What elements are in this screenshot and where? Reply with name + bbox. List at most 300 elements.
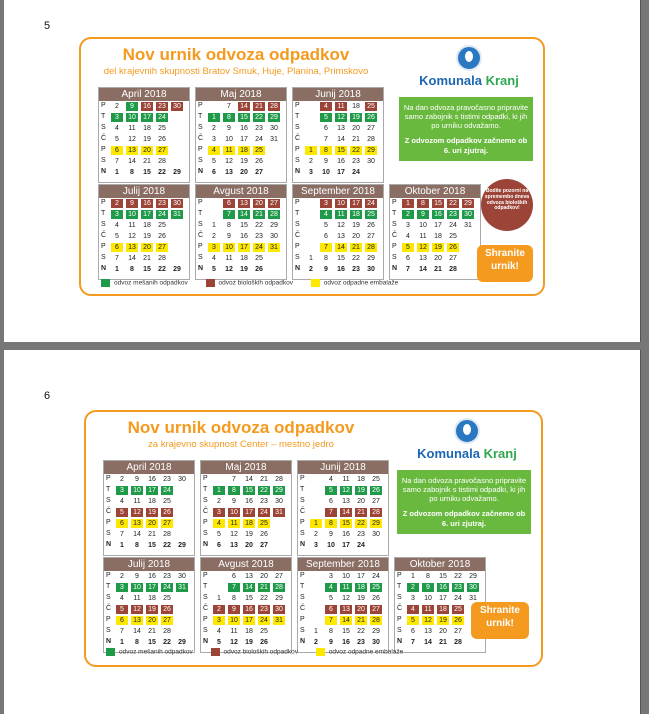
day-cell: 3 — [329, 573, 333, 580]
week-row — [390, 264, 480, 275]
day-cell: 28 — [370, 616, 382, 625]
day-cell: 5 — [212, 266, 216, 273]
day-cell: 26 — [161, 605, 173, 614]
week-row — [298, 518, 388, 529]
day-cell: 14 — [238, 210, 250, 219]
weekday-letter: P — [198, 102, 203, 109]
day-cell: 19 — [432, 243, 444, 252]
week-row — [298, 474, 388, 485]
weekday-letter: T — [203, 583, 208, 590]
day-cell: 15 — [148, 639, 156, 646]
day-cell: 11 — [228, 519, 240, 528]
weekday-letter: S — [101, 124, 106, 131]
day-cell: 25 — [158, 222, 166, 229]
day-cell: 25 — [365, 102, 377, 111]
week-row — [196, 156, 286, 167]
day-cell: 17 — [238, 243, 250, 252]
day-cell: 25 — [452, 605, 464, 614]
day-cell: 4 — [325, 583, 337, 592]
week-row — [104, 626, 194, 637]
day-cell: 2 — [212, 125, 216, 132]
month-header: Julij 2018 — [99, 185, 189, 198]
weekday-letter: S — [106, 594, 111, 601]
legend-item — [101, 279, 188, 287]
weekday-letter: T — [295, 210, 300, 217]
day-cell: 5 — [116, 605, 128, 614]
day-cell: 17 — [141, 210, 153, 219]
day-cell: 2 — [314, 531, 318, 538]
week-row — [298, 485, 388, 496]
day-cell: 4 — [329, 476, 333, 483]
day-cell: 5 — [325, 486, 337, 495]
page-5 — [4, 0, 641, 342]
day-cell: 10 — [131, 583, 143, 592]
weekday-letter: P — [106, 475, 111, 482]
weekday-letter: S — [392, 254, 397, 261]
day-cell: 14 — [133, 531, 141, 538]
day-cell: 8 — [227, 222, 231, 229]
day-cell: 23 — [260, 498, 268, 505]
day-cell: 28 — [163, 531, 171, 538]
day-cell: 21 — [143, 158, 151, 165]
weekday-letter: T — [203, 486, 208, 493]
month-calendar — [292, 87, 384, 183]
month-header: Avgust 2018 — [201, 558, 291, 571]
week-row — [201, 571, 291, 582]
week-row — [99, 209, 189, 220]
weekday-letter: P — [101, 243, 106, 250]
day-cell: 27 — [255, 169, 263, 176]
month-calendar — [389, 184, 481, 280]
weekday-letter: Č — [300, 508, 306, 515]
day-cell: 19 — [146, 605, 158, 614]
day-cell: 22 — [260, 595, 268, 602]
day-cell: 12 — [342, 595, 350, 602]
legend-item — [106, 648, 193, 656]
week-row — [196, 231, 286, 242]
month-header: Julij 2018 — [104, 558, 194, 571]
weekday-letter: T — [198, 210, 203, 217]
day-cell: 31 — [268, 243, 280, 252]
weekday-letter: T — [198, 113, 203, 120]
day-cell: 26 — [255, 266, 263, 273]
day-cell: 16 — [240, 125, 248, 132]
weekday-letter: N — [198, 265, 204, 272]
weekday-letter: S — [198, 221, 203, 228]
weekday-letter: Č — [101, 232, 107, 239]
weekday-letter: T — [397, 583, 402, 590]
week-row — [293, 209, 383, 220]
month-calendar — [195, 184, 287, 280]
day-cell: 21 — [350, 243, 362, 252]
day-cell: 7 — [232, 476, 236, 483]
day-cell: 8 — [329, 628, 333, 635]
day-cell: 5 — [324, 222, 328, 229]
day-cell: 6 — [212, 169, 216, 176]
day-cell: 6 — [324, 233, 328, 240]
day-cell: 2 — [314, 639, 318, 646]
day-cell: 2 — [213, 605, 225, 614]
month-header: April 2018 — [99, 88, 189, 101]
day-cell: 8 — [232, 595, 236, 602]
day-cell: 22 — [447, 199, 459, 208]
week-row — [201, 615, 291, 626]
weekday-letter: N — [295, 168, 301, 175]
day-cell: 18 — [437, 605, 449, 614]
day-cell: 31 — [176, 583, 188, 592]
day-cell: 16 — [141, 102, 153, 111]
day-cell: 26 — [260, 531, 268, 538]
day-cell: 5 — [217, 531, 221, 538]
day-cell: 12 — [337, 222, 345, 229]
day-cell: 1 — [309, 255, 313, 262]
day-cell: 15 — [143, 266, 151, 273]
day-cell: 29 — [365, 146, 377, 155]
day-cell: 9 — [228, 605, 240, 614]
day-cell: 30 — [270, 233, 278, 240]
day-cell: 26 — [370, 486, 382, 495]
weekday-letter: P — [295, 146, 300, 153]
day-cell: 11 — [223, 146, 235, 155]
day-cell: 18 — [240, 255, 248, 262]
day-cell: 4 — [320, 102, 332, 111]
day-cell: 9 — [324, 158, 328, 165]
weekday-letter: S — [392, 221, 397, 228]
day-cell: 28 — [158, 158, 166, 165]
day-cell: 17 — [342, 542, 350, 549]
weekday-letter: P — [106, 519, 111, 526]
day-cell: 17 — [146, 583, 158, 592]
weekday-letter: P — [203, 475, 208, 482]
day-cell: 4 — [217, 628, 221, 635]
day-cell: 4 — [213, 519, 225, 528]
day-cell: 2 — [120, 476, 124, 483]
day-cell: 13 — [419, 255, 427, 262]
day-cell: 13 — [238, 199, 250, 208]
day-cell: 28 — [158, 255, 166, 262]
day-cell: 10 — [225, 136, 233, 143]
week-row — [298, 507, 388, 518]
week-row — [298, 540, 388, 551]
day-cell: 6 — [111, 146, 123, 155]
day-cell: 2 — [402, 210, 414, 219]
month-calendar — [292, 184, 384, 280]
day-cell: 25 — [365, 210, 377, 219]
day-cell: 9 — [126, 102, 138, 111]
day-cell: 25 — [158, 125, 166, 132]
legend-label: odvoz mešanih odpadkov — [114, 279, 188, 287]
day-cell: 12 — [340, 486, 352, 495]
week-row — [293, 198, 383, 209]
day-cell: 16 — [342, 531, 350, 538]
save-schedule-banner: Shranite urnik! — [477, 245, 533, 282]
weekday-letter: P — [392, 199, 397, 206]
weekday-letter: P — [203, 572, 208, 579]
month-header: Maj 2018 — [201, 461, 291, 474]
day-cell: 17 — [337, 169, 345, 176]
weekday-letter: Č — [392, 232, 398, 239]
schedule-card — [84, 410, 543, 667]
day-cell: 17 — [141, 113, 153, 122]
day-cell: 20 — [141, 146, 153, 155]
day-cell: 27 — [449, 255, 457, 262]
weekday-letter: S — [295, 221, 300, 228]
legend — [101, 279, 414, 287]
day-cell: 3 — [111, 210, 123, 219]
day-cell: 29 — [462, 199, 474, 208]
day-cell: 25 — [260, 628, 268, 635]
day-cell: 1 — [212, 222, 216, 229]
month-header: Maj 2018 — [196, 88, 286, 101]
day-cell: 26 — [161, 508, 173, 517]
day-cell: 22 — [258, 486, 270, 495]
weekday-letter: S — [295, 254, 300, 261]
month-calendar — [103, 460, 195, 556]
day-cell: 29 — [367, 255, 375, 262]
day-cell: 11 — [340, 583, 352, 592]
day-cell: 14 — [243, 583, 255, 592]
weekday-letter: P — [295, 102, 300, 109]
legend-item — [211, 648, 298, 656]
week-row — [293, 112, 383, 123]
week-row — [99, 167, 189, 178]
day-cell: 26 — [260, 639, 268, 646]
week-row — [196, 253, 286, 264]
day-cell: 27 — [161, 519, 173, 528]
weekday-letter: P — [300, 572, 305, 579]
day-cell: 15 — [148, 542, 156, 549]
day-cell: 18 — [352, 103, 360, 110]
day-cell: 14 — [335, 243, 347, 252]
day-cell: 14 — [128, 255, 136, 262]
day-cell: 2 — [407, 583, 419, 592]
day-cell: 5 — [212, 158, 216, 165]
day-cell: 29 — [270, 222, 278, 229]
day-cell: 15 — [340, 519, 352, 528]
weekday-letter: P — [106, 616, 111, 623]
day-cell: 8 — [135, 542, 139, 549]
week-row — [201, 518, 291, 529]
week-row — [196, 101, 286, 112]
day-cell: 22 — [357, 628, 365, 635]
week-row — [298, 496, 388, 507]
day-cell: 30 — [171, 102, 183, 111]
week-row — [201, 485, 291, 496]
day-cell: 8 — [223, 113, 235, 122]
weekday-letter: S — [203, 497, 208, 504]
day-cell: 13 — [340, 605, 352, 614]
day-cell: 4 — [212, 255, 216, 262]
day-cell: 31 — [464, 222, 472, 229]
legend-swatch — [316, 648, 325, 656]
day-cell: 14 — [245, 476, 253, 483]
week-row — [99, 156, 189, 167]
day-cell: 13 — [225, 169, 233, 176]
day-cell: 27 — [156, 146, 168, 155]
day-cell: 20 — [434, 255, 442, 262]
day-cell: 28 — [275, 476, 283, 483]
day-cell: 20 — [352, 125, 360, 132]
week-row — [293, 123, 383, 134]
day-cell: 10 — [342, 573, 350, 580]
weekday-letter: P — [397, 572, 402, 579]
day-cell: 7 — [324, 136, 328, 143]
day-cell: 28 — [370, 508, 382, 517]
weekday-letter: T — [300, 583, 305, 590]
day-cell: 20 — [141, 243, 153, 252]
day-cell: 4 — [407, 605, 419, 614]
day-cell: 20 — [439, 628, 447, 635]
day-cell: 11 — [419, 233, 427, 240]
day-cell: 28 — [454, 639, 462, 646]
weekday-letter: P — [203, 616, 208, 623]
day-cell: 11 — [225, 255, 233, 262]
day-cell: 7 — [120, 628, 124, 635]
day-cell: 7 — [228, 583, 240, 592]
day-cell: 23 — [452, 583, 464, 592]
day-cell: 4 — [115, 222, 119, 229]
week-row — [196, 145, 286, 156]
weekday-letter: S — [203, 594, 208, 601]
day-cell: 22 — [253, 113, 265, 122]
day-cell: 19 — [245, 531, 253, 538]
day-cell: 20 — [253, 199, 265, 208]
day-cell: 12 — [230, 531, 238, 538]
day-cell: 21 — [148, 531, 156, 538]
day-cell: 8 — [130, 169, 134, 176]
day-cell: 24 — [156, 210, 168, 219]
day-cell: 21 — [253, 210, 265, 219]
week-row — [104, 593, 194, 604]
day-cell: 15 — [238, 113, 250, 122]
day-cell: 3 — [411, 595, 415, 602]
day-cell: 24 — [449, 222, 457, 229]
weekday-letter: S — [295, 124, 300, 131]
day-cell: 28 — [365, 243, 377, 252]
month-header: September 2018 — [293, 185, 383, 198]
info-text: Na dan odvoza pravočasno pripravite samo zabojnik s tistimi odpadki, ki jih po urniku odvažamo. — [403, 103, 529, 131]
day-cell: 1 — [115, 169, 119, 176]
day-cell: 8 — [228, 486, 240, 495]
day-cell: 20 — [260, 573, 268, 580]
day-cell: 21 — [434, 266, 442, 273]
weekday-letter: S — [295, 157, 300, 164]
day-cell: 28 — [449, 266, 457, 273]
weekday-letter: P — [392, 243, 397, 250]
day-cell: 16 — [337, 266, 345, 273]
day-cell: 7 — [115, 158, 119, 165]
day-cell: 10 — [228, 616, 240, 625]
day-cell: 29 — [178, 639, 186, 646]
schedule-title: Nov urnik odvoza odpadkov — [127, 418, 355, 437]
weekday-letter: N — [198, 168, 204, 175]
week-row — [104, 637, 194, 648]
day-cell: 30 — [270, 125, 278, 132]
day-cell: 30 — [273, 605, 285, 614]
day-cell: 29 — [370, 519, 382, 528]
week-row — [293, 156, 383, 167]
week-row — [99, 231, 189, 242]
day-cell: 26 — [372, 595, 380, 602]
day-cell: 5 — [115, 136, 119, 143]
day-cell: 18 — [148, 595, 156, 602]
weekday-letter: Č — [295, 135, 301, 142]
day-cell: 16 — [342, 639, 350, 646]
week-row — [104, 507, 194, 518]
weekday-letter: S — [300, 627, 305, 634]
month-header: September 2018 — [298, 558, 388, 571]
weekday-letter: Č — [198, 232, 204, 239]
day-cell: 17 — [357, 573, 365, 580]
day-cell: 25 — [163, 498, 171, 505]
day-cell: 19 — [245, 639, 253, 646]
weekday-letter: S — [300, 594, 305, 601]
day-cell: 4 — [320, 210, 332, 219]
week-row — [298, 615, 388, 626]
logo-name: Komunala — [419, 73, 482, 88]
day-cell: 22 — [352, 255, 360, 262]
weekday-letter: S — [106, 530, 111, 537]
day-cell: 30 — [372, 531, 380, 538]
day-cell: 26 — [158, 136, 166, 143]
weekday-letter: P — [300, 475, 305, 482]
week-row — [201, 637, 291, 648]
day-cell: 21 — [143, 255, 151, 262]
month-header: Oktober 2018 — [395, 558, 485, 571]
day-cell: 21 — [355, 508, 367, 517]
day-cell: 25 — [163, 595, 171, 602]
day-cell: 31 — [171, 210, 183, 219]
week-row — [298, 582, 388, 593]
day-cell: 11 — [133, 595, 141, 602]
day-cell: 13 — [230, 542, 238, 549]
notice-burst: Bodite pozorni na spremembo dneva odvoza bioloških odpadkov! — [481, 179, 533, 231]
day-cell: 24 — [161, 486, 173, 495]
day-cell: 21 — [258, 583, 270, 592]
day-cell: 28 — [268, 210, 280, 219]
day-cell: 24 — [258, 508, 270, 517]
week-row — [196, 134, 286, 145]
day-cell: 3 — [212, 136, 216, 143]
week-row — [196, 264, 286, 275]
day-cell: 21 — [260, 476, 268, 483]
day-cell: 30 — [367, 266, 375, 273]
day-cell: 24 — [352, 169, 360, 176]
day-cell: 29 — [372, 628, 380, 635]
day-cell: 19 — [143, 233, 151, 240]
day-cell: 7 — [115, 255, 119, 262]
day-cell: 25 — [255, 255, 263, 262]
weekday-letter: P — [198, 146, 203, 153]
week-row — [293, 134, 383, 145]
weekday-letter: Č — [295, 232, 301, 239]
weekday-letter: Č — [198, 135, 204, 142]
day-cell: 26 — [447, 243, 459, 252]
day-cell: 24 — [454, 595, 462, 602]
week-row — [395, 582, 485, 593]
day-cell: 1 — [217, 595, 221, 602]
weekday-letter: T — [300, 486, 305, 493]
weekday-letter: S — [300, 530, 305, 537]
day-cell: 20 — [355, 605, 367, 614]
day-cell: 1 — [120, 639, 124, 646]
week-row — [293, 264, 383, 275]
day-cell: 25 — [253, 146, 265, 155]
weekday-letter: P — [295, 243, 300, 250]
day-cell: 24 — [161, 583, 173, 592]
day-cell: 1 — [402, 199, 414, 208]
day-cell: 5 — [115, 233, 119, 240]
